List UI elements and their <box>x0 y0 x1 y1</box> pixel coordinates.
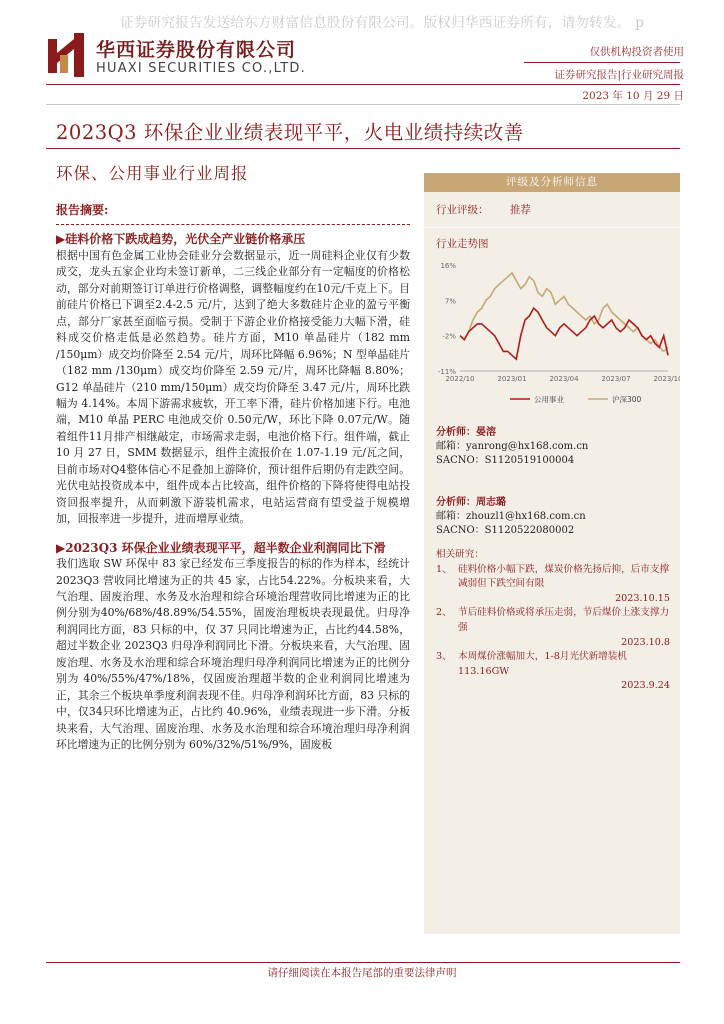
analyst-email <box>436 440 668 454</box>
analyst-email <box>436 510 668 524</box>
y-tick-label: 16% <box>440 262 456 270</box>
section-body: 根据中国有色金属工业协会硅业分会数据显示，近一周硅料企业仅有少数成交，龙头五家企业均未签订新单，二三线企业部分有一定幅度的价格松动，部分对前期签订订单进行价格调整，调整幅度约在10元/千克上下。目前硅片价格已下调至2.4-2.5 元/片，达到了绝大多数硅片企业的盈亏平衡点，部分厂家甚至面临亏损。受制于下游企业价格接受能力大幅下滑，硅料成交价格走低是必然趋势。硅片方面，M10 单晶硅片（182 mm /150μm）成交均价降至 2.54 元/片，周环比降幅 6.96%；N 型单晶硅片（182 mm /130μm）成交均价降至 2.59 元/片，周环比降幅 8.80%；G12 单晶硅片（210 mm/150μm）成交均价降至 3.47 元/片，周环比跌幅为 4.14%。本周下游需求疲软，开工率下滑，硅片价格加速下行。电池端，M10 单晶 PERC 电池成交价 0.50元/W，环比下降 0.07元/W。随着组件11月排产相继敲定，市场需求走弱，电池价格下行。组件端，截止 10 月 27 日，SMM 数据显示，组件主流报价在 1.07-1.19 元/瓦之间，目前市场对Q4整体信心不足叠加上游降价，预计组件后期仍有走跌空间。光伏电站投资成本中，组件成本占比较高，组件价格的下降将使得电站投资回报率提升，从而刺激下游装机需求，电站运营商有望受益于规模增加，回报率进一步提升，进而增厚业绩。 <box>56 248 410 526</box>
chart-title: 行业走势图 <box>436 238 489 250</box>
related-item <box>436 563 674 607</box>
spacer <box>424 538 680 548</box>
related-text: 节后硅料价格或将承压走弱，节后煤价上涨支撑力强 <box>458 607 670 633</box>
sac-value: S1120519100004 <box>484 455 575 466</box>
x-tick-label: 2023/01 <box>497 375 527 383</box>
huaxi-logo-icon <box>48 33 84 77</box>
email-label: 邮箱： <box>436 441 466 452</box>
related-text: 硅料价格小幅下跌，煤炭价格先扬后抑，后市支撑减弱但下跌空间有限 <box>458 563 670 590</box>
section-heading: ▶2023Q3 环保企业业绩表现平平，超半数企业利润同比下滑 <box>56 540 386 555</box>
related-research <box>424 548 680 934</box>
related-item <box>436 606 674 650</box>
section-body: 我们选取 SW 环保中 83 家已经发布三季度报告的标的作为样本，经统计 2023Q3 营收同比增速为正的共 45 家，占比54.22%。分板块来看，大气治理、固废治理、水务及水治理和综合环境治理营收同比增速为正的比例分别为40%/68%/48.89%/54.55%，固废治理板块表现最优。归母净利润同比方面，83 只标的中，仅 37 只同比增速为正，占比约44.58%，超过半数企业 2023Q3 归母净利润同比下滑。分板块来看，大气治理、固废治理、水务及水治理和综合环境治理归母净利润同比增速为正的比例分别为 40%/55%/47%/18%，仅固废治理超半数的企业利润同比增速为正，其余三个板块单季度利润表现不佳。归母净利润环比方面，83 只标的中，仅34只环比增速为正，占比约 40.96%，业绩表现进一步下滑。分板块来看，大气治理、固废治理、水务及水治理和综合环境治理归母净利润环比增速为正的比例分别为 60%/32%/51%/9%，固废板 <box>56 557 410 752</box>
legend-label: 沪深300 <box>612 395 642 404</box>
analyst-block <box>424 426 680 468</box>
related-num: 3、 <box>436 651 452 663</box>
related-date: 2023.10.8 <box>621 636 670 648</box>
title-rule <box>46 104 680 105</box>
report-date: 2023 年 10 月 29 日 <box>582 90 684 102</box>
y-tick-label: -11% <box>437 368 456 376</box>
section-heading: ▶硅料价格下跌成趋势，光伏全产业链价格承压 <box>56 232 306 247</box>
y-tick-label: 7% <box>444 297 456 306</box>
related-date: 2023.9.24 <box>621 680 670 692</box>
sidebar-header: 评级及分析师信息 <box>424 173 680 192</box>
title-underline <box>46 148 680 149</box>
rating-value: 推荐 <box>509 204 531 216</box>
industry-rating <box>424 192 680 227</box>
related-text: 本周煤价涨幅加大，1-8月光伏新增装机113.16GW <box>458 651 627 677</box>
footer-note: 请仔细阅读在本报告尾部的重要法律声明 <box>267 967 457 979</box>
series-line <box>460 273 668 352</box>
related-num: 1、 <box>436 563 452 575</box>
footer-rule <box>46 962 680 963</box>
analyst-sac <box>436 524 668 538</box>
analyst-block <box>424 496 680 538</box>
related-item <box>436 650 674 694</box>
sidebar-divider <box>424 227 680 228</box>
related-date: 2023.10.15 <box>615 592 670 604</box>
page-title: 2023Q3 环保企业业绩表现平平，火电业绩持续改善 <box>56 121 524 144</box>
rating-label: 行业评级： <box>436 204 489 216</box>
abstract-heading: 报告摘要: <box>56 203 109 217</box>
spacer <box>436 694 674 934</box>
x-tick-label: 2022/10 <box>445 375 475 383</box>
sac-label: SACNO： <box>436 455 485 466</box>
industry-trend-chart <box>424 251 680 411</box>
sac-value: S1120522080002 <box>484 525 575 536</box>
analyst-title: 分析师：周志璐 <box>436 497 506 508</box>
sidebar <box>424 173 680 934</box>
email-value: yanrong@hx168.com.cn <box>466 441 589 452</box>
company-name-cn: 华西证券股份有限公司 <box>96 39 297 61</box>
spacer <box>424 414 680 426</box>
audience-note: 仅供机构投资者使用 <box>589 46 684 58</box>
email-label: 邮箱： <box>436 511 466 522</box>
report-type: 证券研究报告|行业研究周报 <box>554 69 684 81</box>
company-name-en: HUAXI SECURITIES CO.,LTD. <box>96 61 306 76</box>
abstract-divider <box>56 224 410 225</box>
sac-label: SACNO： <box>436 525 485 536</box>
y-tick-label: -2% <box>442 332 456 341</box>
analyst-sac <box>436 454 668 468</box>
analyst-title: 分析师：晏溶 <box>436 427 496 438</box>
email-value: zhouzl1@hx168.com.cn <box>466 511 586 522</box>
related-title: 相关研究： <box>436 549 484 560</box>
header-short-rule <box>524 62 680 63</box>
header-rule <box>46 84 680 85</box>
spacer <box>424 468 680 496</box>
watermark-text: 证券研究报告发送给东方财富信息股份有限公司。版权归华西证券所有，请勿转发。 p <box>120 15 645 31</box>
x-tick-label: 2023/04 <box>549 375 579 383</box>
abstract-column <box>56 202 410 754</box>
legend-label: 公用事业 <box>534 395 564 404</box>
section-gap <box>56 528 410 540</box>
related-num: 2、 <box>436 607 452 619</box>
series-line <box>460 308 668 359</box>
x-tick-label: 2023/07 <box>601 375 631 383</box>
sidebar-box <box>424 192 680 934</box>
x-tick-label: 2023/10 <box>653 375 680 383</box>
page-subtitle: 环保、公用事业行业周报 <box>56 164 249 183</box>
